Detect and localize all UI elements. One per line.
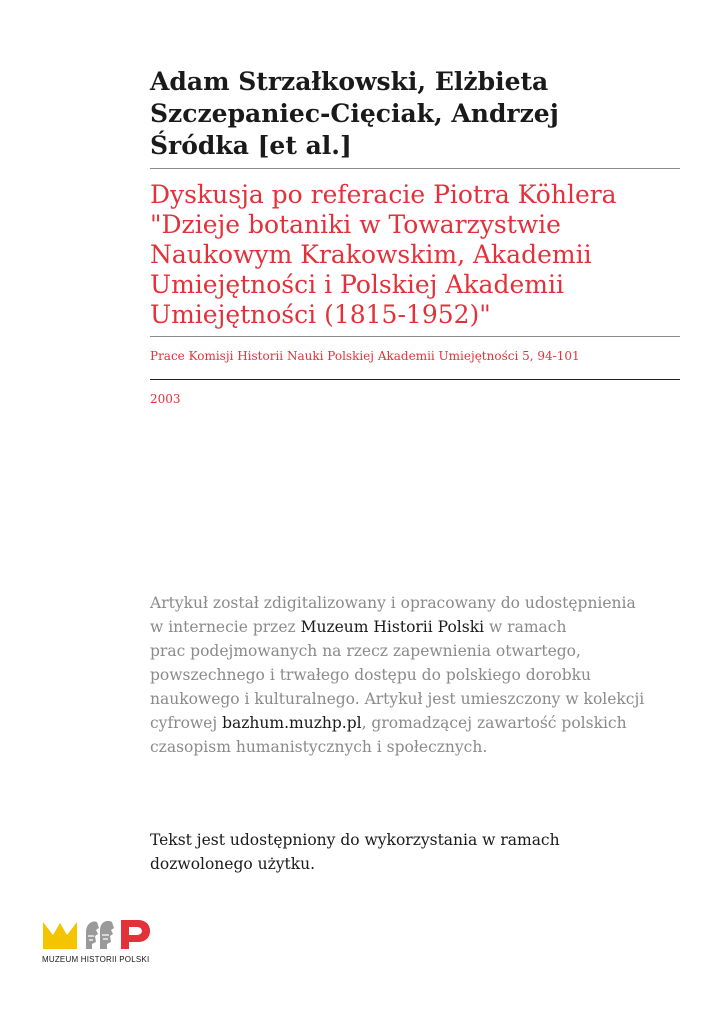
divider [150, 336, 680, 337]
museum-name: Muzeum Historii Polski [300, 618, 485, 636]
authors-line: Szczepaniec-Cięciak, Andrzej [150, 99, 559, 128]
notice-line: , gromadzącej zawartość polskich [361, 714, 627, 732]
notice-line: czasopism humanistycznych i społecznych. [150, 738, 488, 756]
notice-line: w internecie przez [150, 618, 301, 636]
collection-link[interactable]: bazhum.muzhp.pl [222, 714, 362, 732]
crown-mark [43, 922, 77, 949]
notice-line: powszechnego i trwałego dostępu do polskiego dorobku [150, 666, 592, 684]
notice-line: Artykuł został zdigitalizowany i opracowany do udostępnienia [150, 594, 636, 612]
title-line: Naukowym Krakowskim, Akademii [150, 240, 592, 269]
notice-line: prac podejmowanych na rzecz zapewnienia otwartego, [150, 642, 581, 660]
usage-line: dozwolonego użytku. [150, 855, 316, 873]
journal-citation: Prace Komisji Historii Nauki Polskiej Akademii Umiejętności 5, 94-101 [150, 349, 580, 363]
digitization-notice [150, 591, 670, 759]
title-line: Dyskusja po referacie Piotra Köhlera [150, 180, 617, 209]
authors-line: Adam Strzałkowski, Elżbieta [150, 67, 549, 96]
p-mark [121, 920, 150, 949]
title-line: Umiejętności (1815-1952)" [150, 300, 491, 329]
authors-heading [150, 66, 680, 162]
article-title [150, 180, 680, 330]
notice-line: naukowego i kulturalnego. Artykuł jest umieszczony w kolekcji [150, 690, 645, 708]
title-line: "Dzieje botaniki w Towarzystwie [150, 210, 561, 239]
notice-line: cyfrowej [150, 714, 223, 732]
title-line: Umiejętności i Polskiej Akademii [150, 270, 564, 299]
museum-logo-text: MUZEUM HISTORII POLSKI [42, 955, 150, 964]
divider [150, 168, 680, 169]
heads-mark [86, 921, 99, 949]
usage-notice [150, 828, 670, 876]
authors-line: Śródka [et al.] [150, 131, 352, 160]
publication-year: 2003 [150, 392, 181, 406]
divider [150, 379, 680, 380]
usage-line: Tekst jest udostępniony do wykorzystania w ramach [150, 831, 560, 849]
museum-logo-icon [42, 916, 162, 954]
museum-logo [42, 916, 162, 966]
notice-line: w ramach [484, 618, 567, 636]
